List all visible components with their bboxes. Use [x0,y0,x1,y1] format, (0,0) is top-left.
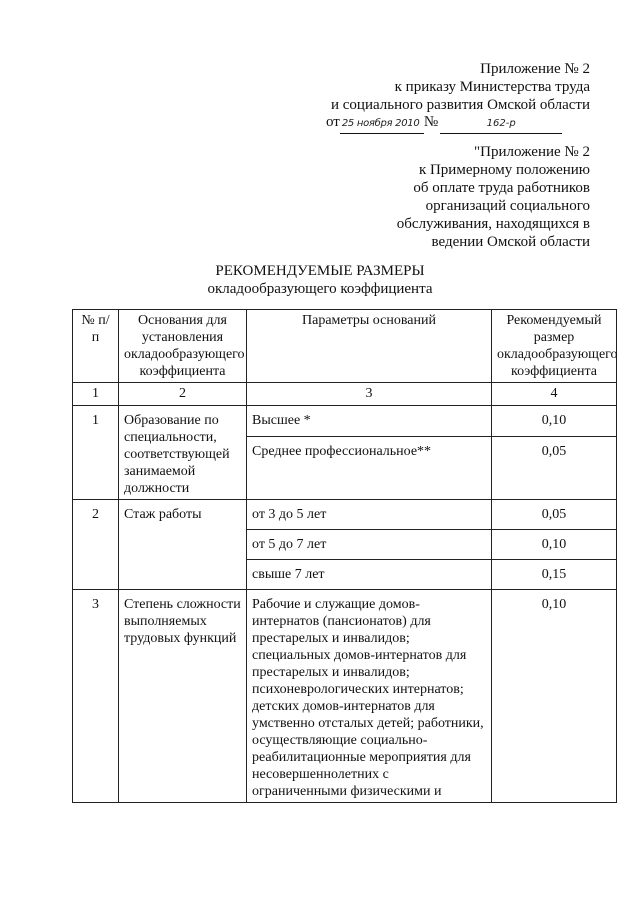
regulation-appendix-label: "Приложение № 2 [474,144,590,160]
row-parameter: от 3 до 5 лет [247,500,492,530]
order-appendix-label: Приложение № 2 [480,61,590,77]
column-number: 1 [73,383,119,406]
row-number: 1 [73,406,119,500]
regulation-line-6: ведении Омской области [431,234,590,250]
regulation-line-3: об оплате труда работников [413,180,590,196]
row-value: 0,10 [492,590,617,803]
title-main: РЕКОМЕНДУЕМЫЕ РАЗМЕРЫ [215,263,425,279]
document-title [0,262,640,298]
row-parameter: от 5 до 7 лет [247,530,492,560]
order-number-label: № [423,114,439,130]
title-sub: окладообразующего коэффициента [207,281,433,297]
coefficient-table [72,309,617,803]
regulation-line-5: обслуживания, находящихся в [396,216,590,232]
row-value: 0,10 [492,406,617,437]
row-basis: Образование по специальности, соответствующей занимаемой должности [119,406,247,500]
order-from-label: от [326,114,340,130]
table-row [73,590,617,803]
header-basis: Основания для установления окладообразующего коэффициента [119,310,247,383]
row-parameter: Среднее профессиональное** [247,437,492,500]
row-basis: Стаж работы [119,500,247,590]
regulation-line-2: к Примерному положению [418,162,590,178]
row-value: 0,15 [492,560,617,590]
header-coefficient: Рекомендуемый размер окладообразующего коэффициента [492,310,617,383]
table-row [73,406,617,437]
row-number: 2 [73,500,119,590]
regulation-reference-block [397,143,590,251]
header-number: № п/п [73,310,119,383]
order-reference-block [331,60,590,114]
handwritten-order-number: 162-р [440,115,562,134]
row-value: 0,05 [492,437,617,500]
column-number-row [73,383,617,406]
order-ministry-line: к приказу Министерства труда [394,79,590,95]
regulation-line-4: организаций социального [425,198,590,214]
header-parameters: Параметры оснований [247,310,492,383]
column-number: 2 [119,383,247,406]
table-header-row [73,310,617,383]
row-number: 3 [73,590,119,803]
row-parameter: свыше 7 лет [247,560,492,590]
row-value: 0,10 [492,530,617,560]
column-number: 4 [492,383,617,406]
order-date-number-line [326,113,562,134]
column-number: 3 [247,383,492,406]
table-row [73,500,617,530]
row-parameter: Высшее * [247,406,492,437]
row-parameter: Рабочие и служащие домов-интернатов (пансионатов) для престарелых и инвалидов; специальных домов-интернатов для престарелых и инвалидов; психоневрологических интернатов; детских домов-интернатов для умственно отсталых детей; работники, осуществляющие социально-реабилитационные мероприятия для несовершеннолетних с ограниченными физическими и [247,590,492,803]
handwritten-order-date: 25 ноября 2010 [340,115,424,134]
row-value: 0,05 [492,500,617,530]
row-basis: Степень сложности выполняемых трудовых функций [119,590,247,803]
order-region-line: и социального развития Омской области [330,97,590,113]
